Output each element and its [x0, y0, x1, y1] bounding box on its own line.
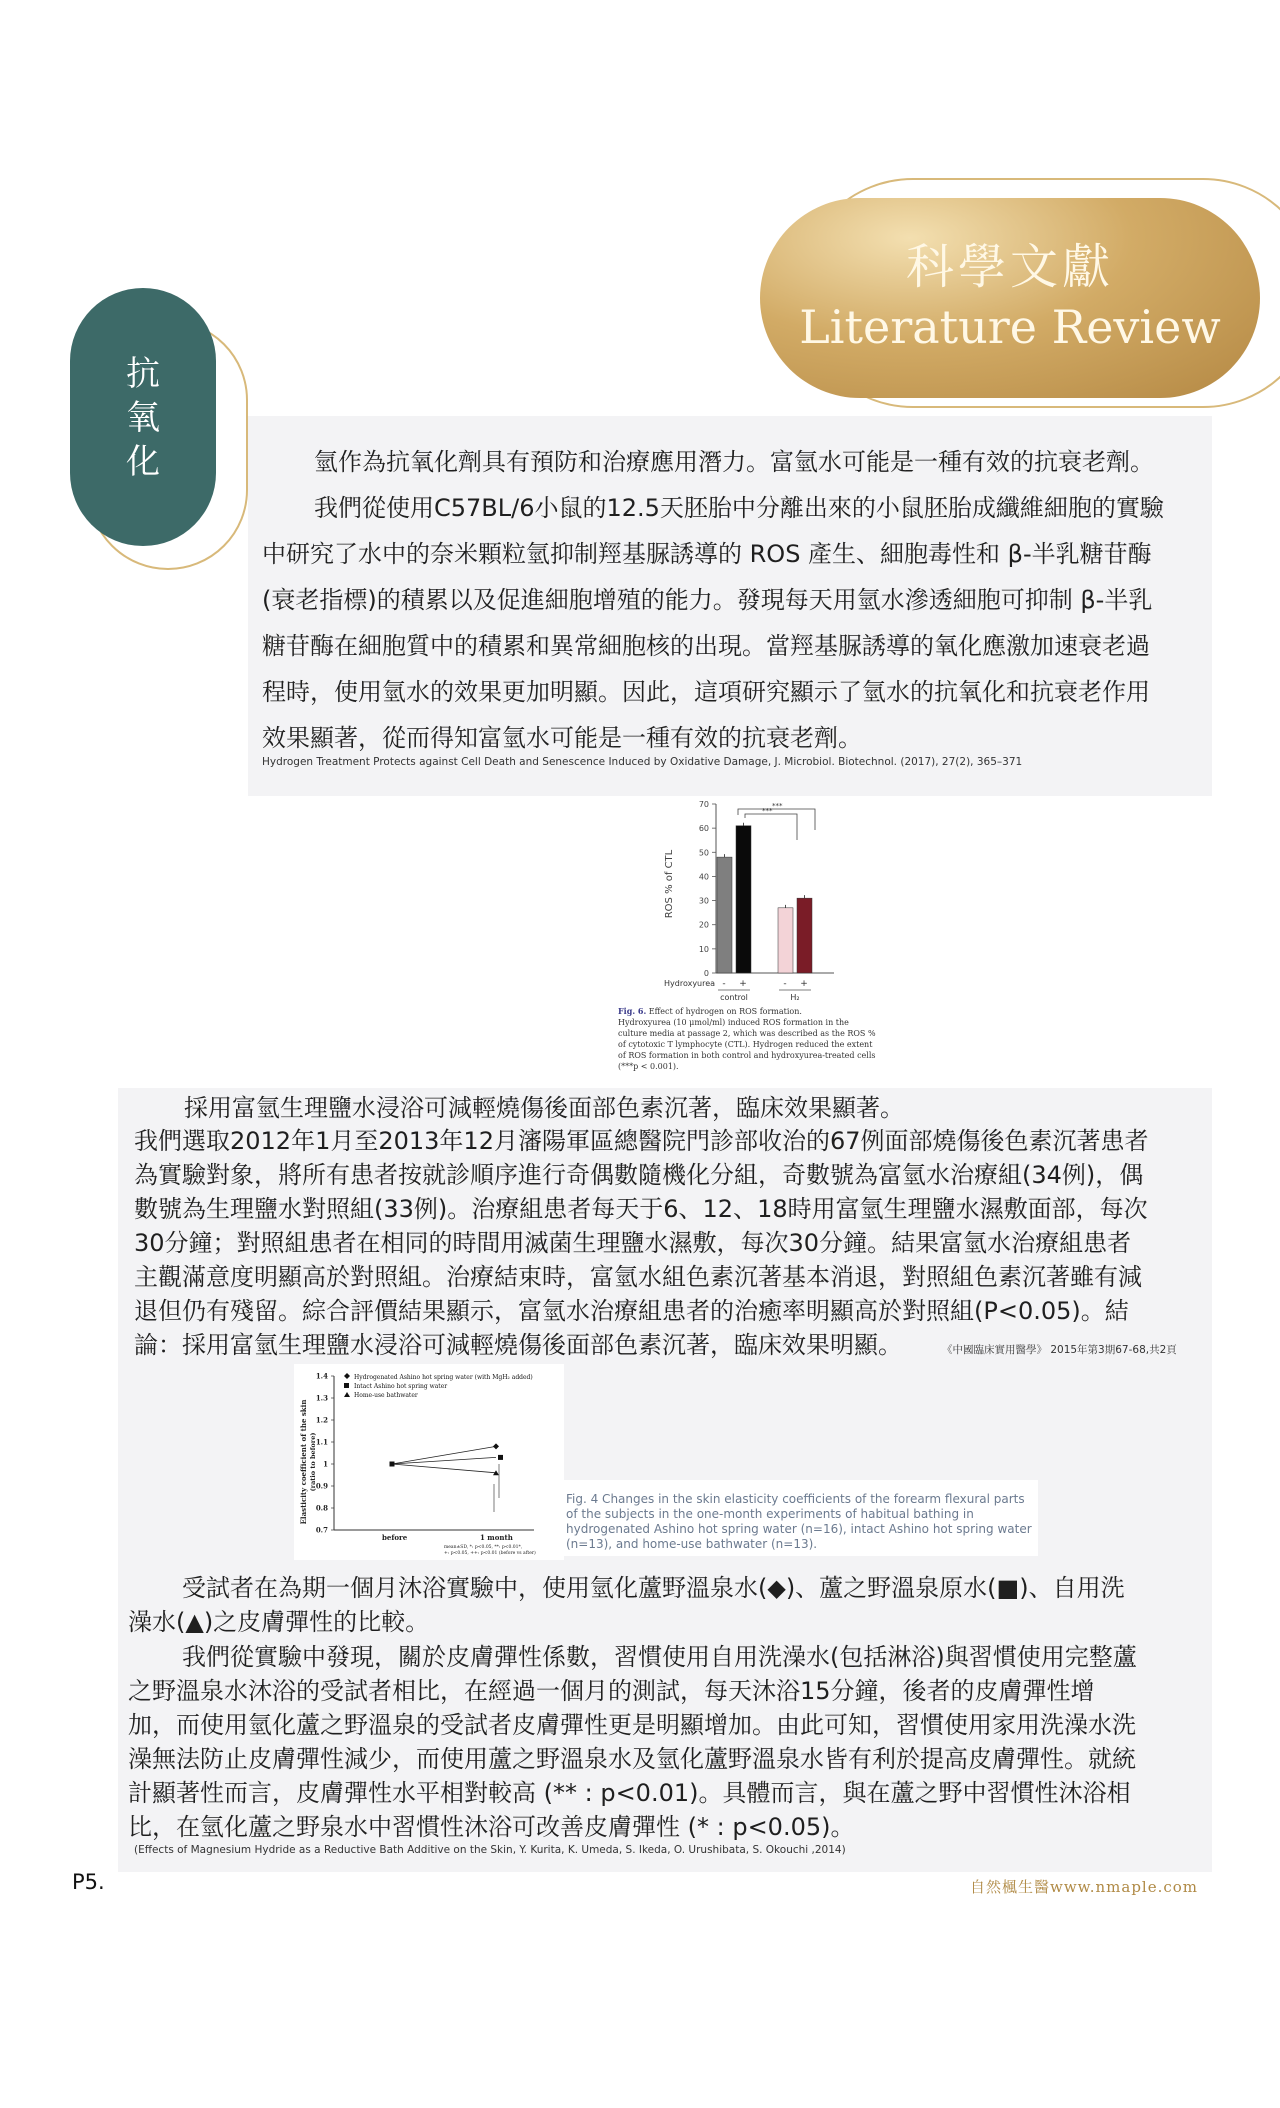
fig1-caption-body: Hydroxyurea (10 μmol/ml) induced ROS formation in the culture media at passage 2, which was described as the ROS % of cytotoxic T lymphocyte (CTL). Hydrogen reduced the extent of ROS formation in both control and hydroxyurea-treated cells (***p < 0.001).: [618, 1018, 876, 1071]
fig2-series-line: [392, 1464, 496, 1473]
section3-citation: (Effects of Magnesium Hydride as a Reductive Bath Additive on the Skin, Y. Kurita, K. Umeda, S. Ikeda, O. Urushibata, S. Okouchi ,2014): [134, 1844, 846, 1856]
fig1-bar: [717, 857, 732, 973]
side-tab-char: 抗: [126, 354, 160, 394]
fig2-ytick-label: 1.3: [315, 1393, 328, 1403]
fig2-point: [493, 1443, 499, 1449]
fig1-sign: +: [800, 979, 808, 989]
fig1-group-label: H₂: [790, 993, 800, 1002]
fig2-ylabel: Elasticity coefficient of the skin: [299, 1399, 308, 1525]
section2-line: 我們選取2012年1月至2013年12月瀋陽軍區總醫院門診部收治的67例面部燒傷後色素沉著患者: [134, 1127, 1149, 1155]
legend-triangle-icon: [344, 1392, 350, 1397]
fig2-series-line: [392, 1446, 496, 1464]
section3-line: 加，而使用氫化蘆之野溫泉的受試者皮膚彈性更是明顯增加。由此可知，習慣使用家用洗澡水洗: [128, 1711, 1136, 1739]
fig1-ytick-label: 70: [698, 800, 709, 809]
fig1-sig-label: ***: [762, 807, 773, 815]
section3-line: 之野溫泉水沐浴的受試者相比，在經過一個月的測試，每天沐浴15分鐘，後者的皮膚彈性增: [128, 1677, 1095, 1705]
section2-line: 退但仍有殘留。綜合評價結果顯示，富氫水治療組患者的治癒率明顯高於對照組(P<0.05)。結: [134, 1297, 1129, 1325]
fig1-ytick-label: 60: [698, 824, 709, 834]
fig2-xlabel: 1 month: [480, 1533, 513, 1542]
figure1-caption: [618, 1006, 880, 1072]
section3-line: 比，在氫化蘆之野泉水中習慣性沐浴可改善皮膚彈性 (* : p<0.05)。: [128, 1813, 855, 1841]
section1-line: 中研究了水中的奈米顆粒氫抑制羥基脲誘導的 ROS 產生、細胞毒性和 β-半乳糖苷酶: [262, 540, 1152, 568]
side-tab-char: 氧: [126, 398, 160, 438]
fig2-xlabel: before: [382, 1533, 408, 1542]
section2-line: 主觀滿意度明顯高於對照組。治療結束時，富氫水組色素沉著基本消退，對照組色素沉著雖有減: [134, 1263, 1142, 1291]
fig2-point: [498, 1455, 503, 1460]
legend-square-icon: [344, 1383, 349, 1388]
fig1-sig-bracket-inner: [745, 814, 797, 840]
section3-line: 澡無法防止皮膚彈性減少，而使用蘆之野溫泉水及氫化蘆野溫泉水皆有利於提高皮膚彈性。就統: [128, 1745, 1136, 1773]
section3-line: 受試者在為期一個月沐浴實驗中，使用氫化蘆野溫泉水(◆)、蘆之野溫泉原水(■)、自用洗: [182, 1574, 1125, 1602]
fig1-bar: [778, 908, 793, 973]
fig1-sig-label: ***: [772, 802, 783, 810]
section3-line: 我們從實驗中發現，關於皮膚彈性係數，習慣使用自用洗澡水(包括淋浴)與習慣使用完整蘆: [182, 1643, 1137, 1671]
section1-line: 氫作為抗氧化劑具有預防和治療應用潛力。富氫水可能是一種有效的抗衰老劑。: [314, 448, 1154, 476]
fig1-bar: [736, 826, 751, 973]
fig1-row-label: Hydroxyurea: [664, 979, 716, 988]
header-title-en: Literature Review: [799, 300, 1221, 354]
fig2-footnote: mean±SD, *: p<0.05, **: p<0.01*,: [444, 1545, 523, 1550]
fig1-ytick-label: 50: [698, 848, 709, 858]
section3-line: 計顯著性而言，皮膚彈性水平相對較高 (** : p<0.01)。具體而言，與在蘆之野中習慣性沐浴相: [128, 1779, 1131, 1807]
footer-brand: 自然楓生醫www.nmaple.com: [970, 1878, 1199, 1896]
section1-line: 程時，使用氫水的效果更加明顯。因此，這項研究顯示了氫水的抗氧化和抗衰老作用: [262, 678, 1150, 706]
section2-line: 論：採用富氫生理鹽水浸浴可減輕燒傷後面部色素沉著，臨床效果明顯。: [134, 1331, 902, 1359]
fig1-ytick-label: 10: [698, 944, 709, 954]
fig1-sign: -: [722, 979, 726, 989]
fig2-legend-label: Intact Ashino hot spring water: [354, 1383, 448, 1390]
section2-line: 為實驗對象，將所有患者按就診順序進行奇偶數隨機化分組，奇數號為富氫水治療組(34例)，偶: [134, 1161, 1144, 1189]
fig1-ytick-label: 40: [698, 872, 709, 882]
fig1-sign: +: [739, 979, 747, 989]
section1-line: 我們從使用C57BL/6小鼠的12.5天胚胎中分離出來的小鼠胚胎成纖維細胞的實驗: [314, 494, 1164, 522]
fig2-ytick-label: 1.4: [315, 1371, 328, 1381]
fig1-ytick-label: 30: [698, 896, 709, 906]
section1-line: 效果顯著，從而得知富氫水可能是一種有效的抗衰老劑。: [262, 724, 862, 752]
section2-line: 採用富氫生理鹽水浸浴可減輕燒傷後面部色素沉著，臨床效果顯著。: [184, 1094, 904, 1122]
side-tab-char: 化: [126, 442, 160, 482]
fig2-ytick-label: 0.8: [315, 1503, 328, 1513]
fig2-series-line: [392, 1457, 496, 1464]
fig2-ytick-label: 1: [323, 1459, 328, 1469]
header-title-zh: 科學文獻: [905, 239, 1114, 295]
legend-diamond-icon: [344, 1373, 350, 1379]
section3-line: 澡水(▲)之皮膚彈性的比較。: [128, 1608, 430, 1636]
fig2-legend-label: Hydrogenated Ashino hot spring water (with MgH₂ added): [354, 1374, 533, 1381]
fig2-legend: [344, 1373, 533, 1399]
fig2-ytick-label: 0.9: [315, 1481, 328, 1491]
fig1-ytick-label: 20: [698, 920, 709, 930]
section1-line: (衰老指標)的積累以及促進細胞增殖的能力。發現每天用氫水滲透細胞可抑制 β-半乳: [262, 586, 1153, 614]
fig2-legend-label: Home-use bathwater: [354, 1392, 418, 1399]
fig2-ytick-label: 0.7: [315, 1525, 328, 1535]
figure2-chart: [294, 1364, 564, 1560]
fig1-ytick-label: 0: [703, 969, 709, 978]
fig1-bar: [797, 898, 812, 973]
section2-line: 30分鐘；對照組患者在相同的時間用滅菌生理鹽水濕敷，每次30分鐘。結果富氫水治療組患者: [134, 1229, 1132, 1257]
figure2-caption: Fig. 4 Changes in the skin elasticity coefficients of the forearm flexural parts of the subjects in the one-month experiments of habitual bathing in hydrogenated Ashino hot spring water (n=16), intact Ashino hot spring water (n=13), and home-use bathwater (n=13).: [562, 1480, 1038, 1556]
fig2-ylabel2: (ratio to before): [309, 1432, 317, 1492]
side-tab-label: [70, 352, 216, 484]
section1-citation: Hydrogen Treatment Protects against Cell Death and Senescence Induced by Oxidative Damage, J. Microbiol. Biotechnol. (2017), 27(2), 365–371: [262, 756, 1023, 768]
fig1-caption-head: Effect of hydrogen on ROS formation.: [646, 1007, 802, 1016]
fig1-sign: -: [783, 979, 787, 989]
page-number: P5.: [72, 1870, 105, 1894]
fig2-ytick-label: 1.1: [315, 1437, 328, 1447]
fig2-footnote: +: p<0.05, ++: p<0.01 (before vs after): [444, 1551, 536, 1556]
fig2-point: [390, 1462, 395, 1467]
fig1-group-label: control: [720, 993, 748, 1002]
fig2-ytick-label: 1.2: [315, 1415, 328, 1425]
fig1-ylabel: ROS % of CTL: [664, 849, 675, 919]
section2-citation: 《中國臨床實用醫學》 2015年第3期67-68,共2頁: [942, 1344, 1177, 1356]
section2-line: 數號為生理鹽水對照組(33例)。治療組患者每天于6、12、18時用富氫生理鹽水濕敷面部，每次: [134, 1195, 1148, 1223]
section1-line: 糖苷酶在細胞質中的積累和異常細胞核的出現。當羥基脲誘導的氧化應激加速衰老過: [262, 632, 1150, 660]
fig1-caption-title: Fig. 6.: [618, 1006, 647, 1016]
